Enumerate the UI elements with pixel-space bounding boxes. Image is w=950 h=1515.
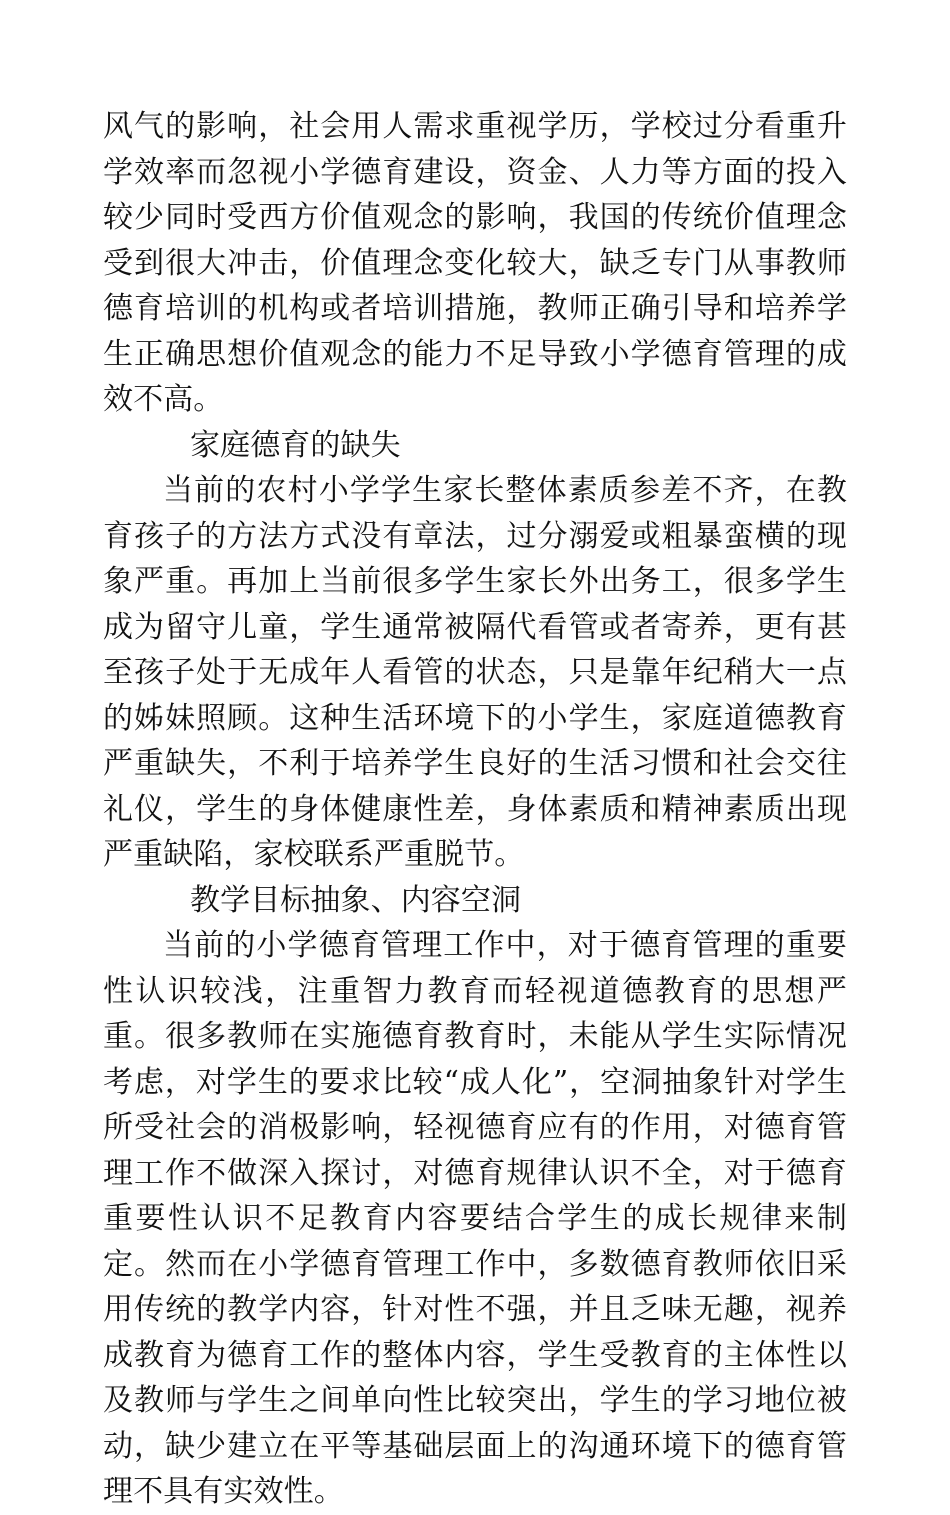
document-page xyxy=(103,104,847,1515)
section-heading-teaching: 教学目标抽象、内容空洞 xyxy=(190,882,522,918)
paragraph-family: 当前的农村小学学生家长整体素质参差不齐，在教育孩子的方法方式没有章法，过分溺爱或粗暴蛮横的现象严重。再加上当前很多学生家长外出务工，很多学生成为留守儿童，学生通常被隔代看管或者寄养，更有甚至孩子处于无成年人看管的状态，只是靠年纪稍大一点的姊妹照顾。这种生活环境下的小学生，家庭道德教育严重缺失，不利于培养学生良好的生活习惯和社会交往礼仪，学生的身体健康性差，身体素质和精神素质出现严重缺陷，家校联系严重脱节。 xyxy=(103,473,847,872)
paragraph-continuation: 风气的影响，社会用人需求重视学历，学校过分看重升学效率而忽视小学德育建设，资金、人力等方面的投入较少同时受西方价值观念的影响，我国的传统价值理念受到很大冲击，价值理念变化较大，缺乏专门从事教师德育培训的机构或者培训措施，教师正确引导和培养学生正确思想价值观念的能力不足导致小学德育管理的成效不高。 xyxy=(103,109,847,417)
section-heading-family: 家庭德育的缺失 xyxy=(190,427,401,463)
paragraph-teaching: 当前的小学德育管理工作中，对于德育管理的重要性认识较浅，注重智力教育而轻视道德教育的思想严重。很多教师在实施德育教育时，未能从学生实际情况考虑，对学生的要求比较“成人化”，空洞抽象针对学生所受社会的消极影响，轻视德育应有的作用，对德育管理工作不做深入探讨，对德育规律认识不全，对于德育重要性认识不足教育内容要结合学生的成长规律来制定。然而在小学德育管理工作中，多数德育教师依旧采用传统的教学内容，针对性不强，并且乏味无趣，视养成教育为德育工作的整体内容，学生受教育的主体性以及教师与学生之间单向性比较突出，学生的学习地位被动，缺少建立在平等基础层面上的沟通环境下的德育管理不具有实效性。 xyxy=(103,928,847,1509)
